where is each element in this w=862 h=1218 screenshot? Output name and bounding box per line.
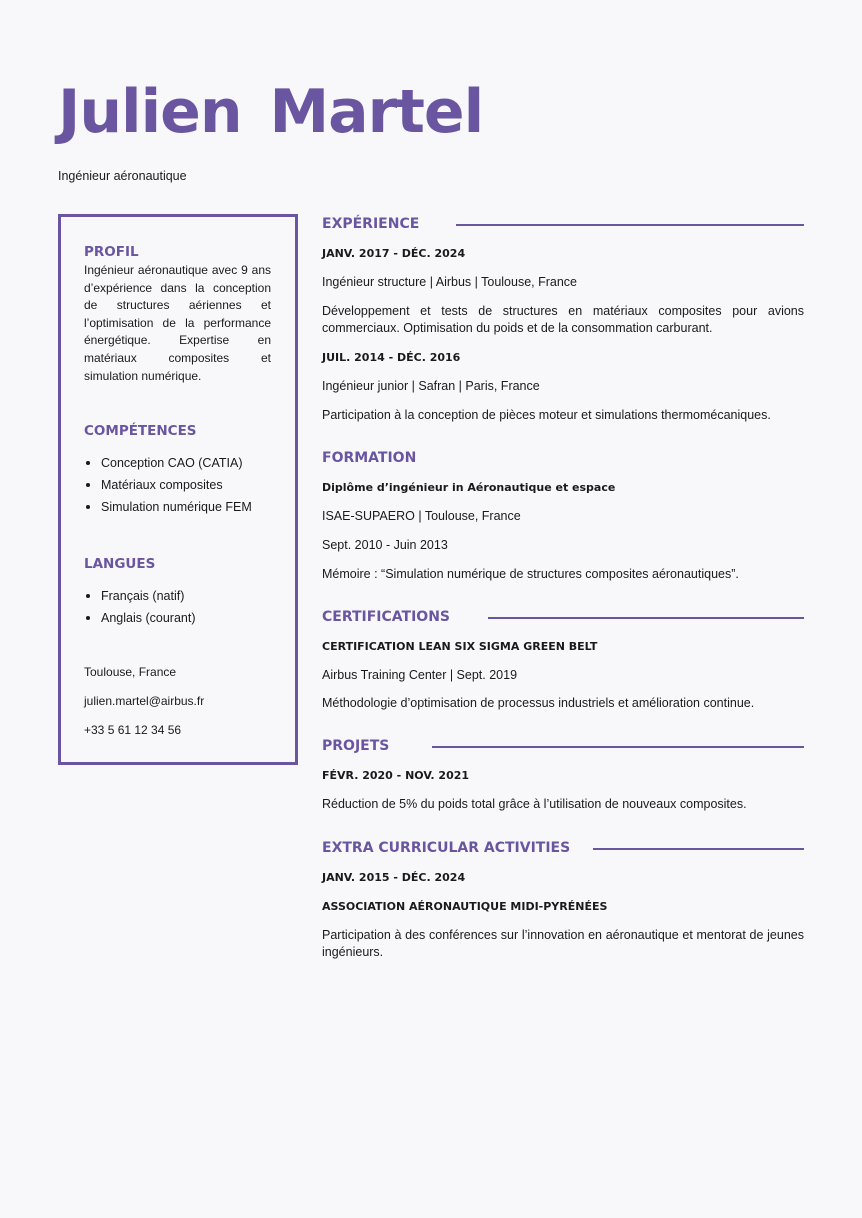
skills-heading: COMPÉTENCES [84, 423, 197, 440]
experience-dates: JUIL. 2014 - DÉC. 2016 [322, 351, 461, 364]
section-rule [488, 617, 804, 619]
extracurricular-org: ASSOCIATION AÉRONAUTIQUE MIDI-PYRÉNÉES [322, 900, 608, 913]
list-item: Matériaux composites [84, 474, 271, 496]
contact-block [84, 658, 271, 745]
experience-dates: JANV. 2017 - DÉC. 2024 [322, 247, 466, 260]
list-item: Conception CAO (CATIA) [84, 452, 271, 474]
languages-heading: LANGUES [84, 556, 156, 573]
experience-role: Ingénieur structure | Airbus | Toulouse, France [322, 275, 578, 289]
languages-list [84, 585, 271, 629]
extracurricular-heading [322, 838, 804, 859]
education-heading [322, 448, 804, 469]
extracurricular-dates: JANV. 2015 - DÉC. 2024 [322, 871, 466, 884]
certification-desc: Méthodologie d’optimisation de processus industriels et amélioration continue. [322, 696, 755, 710]
experience-heading [322, 214, 804, 235]
profile-text: Ingénieur aéronautique avec 9 ans d’expérience dans la conception de structures aériennes et l’optimisation de la performance énergétique. Expertise en matériaux composites et simulation numérique. [84, 263, 271, 383]
experience-desc: Développement et tests de structures en matériaux composites pour avions commerciaux. Optimisation du poids et de la consommation carburant. [322, 304, 804, 335]
list-item: Anglais (courant) [84, 607, 271, 629]
projects-heading-text: PROJETS [322, 738, 390, 754]
list-item: Simulation numérique FEM [84, 496, 271, 518]
education-thesis: Mémoire : “Simulation numérique de structures composites aéronautiques”. [322, 567, 739, 581]
candidate-name: Julien Martel [58, 77, 484, 147]
skills-list [84, 452, 271, 518]
project-dates: FÉVR. 2020 - NOV. 2021 [322, 769, 470, 782]
projects-heading [322, 736, 804, 757]
certification-name: CERTIFICATION LEAN SIX SIGMA GREEN BELT [322, 640, 598, 653]
contact-phone[interactable]: +33 5 61 12 34 56 [84, 723, 182, 738]
experience-heading-text: EXPÉRIENCE [322, 216, 420, 232]
education-heading-text: FORMATION [322, 450, 417, 466]
sidebar [58, 214, 298, 765]
certifications-heading-text: CERTIFICATIONS [322, 609, 451, 625]
section-rule [432, 746, 804, 748]
profile-heading: PROFIL [84, 244, 139, 260]
certifications-heading [322, 607, 804, 628]
section-rule [456, 224, 804, 226]
section-rule [593, 848, 804, 850]
education-dates: Sept. 2010 - Juin 2013 [322, 538, 448, 552]
project-desc: Réduction de 5% du poids total grâce à l’utilisation de nouveaux composites. [322, 797, 747, 811]
contact-location: Toulouse, France [84, 665, 177, 680]
certification-issuer: Airbus Training Center | Sept. 2019 [322, 668, 518, 682]
list-item: Français (natif) [84, 585, 271, 607]
experience-role: Ingénieur junior | Safran | Paris, France [322, 379, 540, 393]
job-title: Ingénieur aéronautique [58, 169, 187, 183]
education-school: ISAE-SUPAERO | Toulouse, France [322, 509, 521, 523]
education-degree: Diplôme d’ingénieur in Aéronautique et espace [322, 481, 616, 494]
experience-desc: Participation à la conception de pièces moteur et simulations thermomécaniques. [322, 408, 771, 422]
extracurricular-desc: Participation à des conférences sur l’innovation en aéronautique et mentorat de jeunes ingénieurs. [322, 928, 804, 959]
extracurricular-heading-text: EXTRA CURRICULAR ACTIVITIES [322, 840, 571, 856]
contact-email[interactable]: julien.martel@airbus.fr [84, 694, 205, 709]
main-content [322, 214, 804, 961]
